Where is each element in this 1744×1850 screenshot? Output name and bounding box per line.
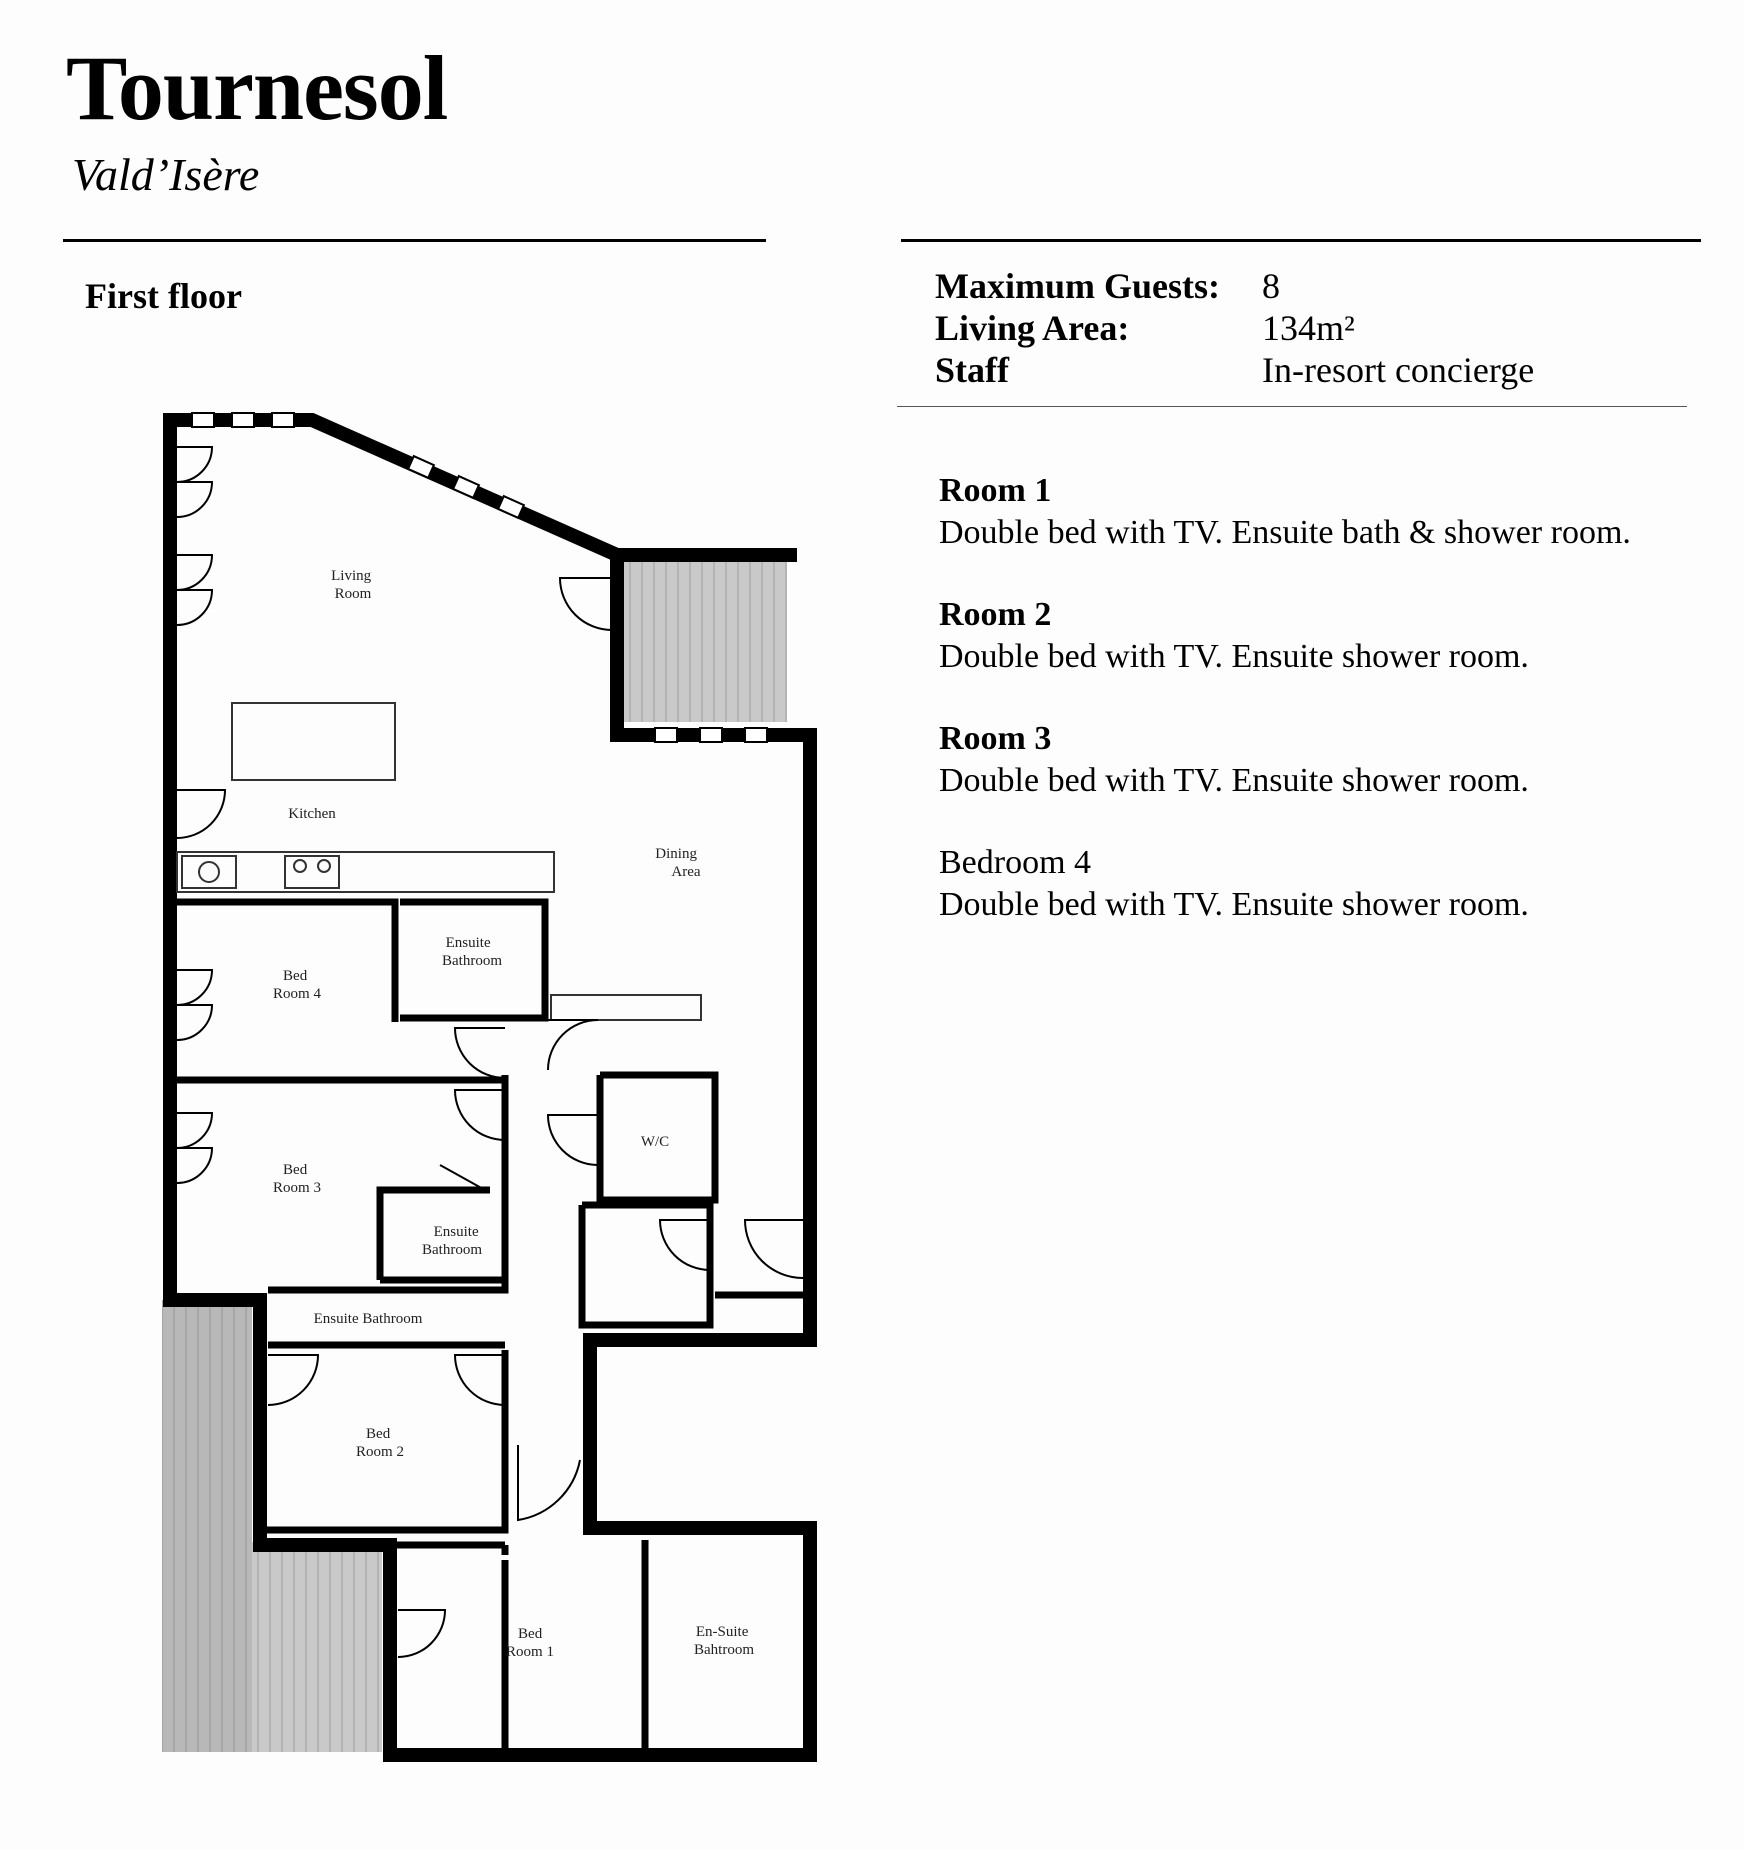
spec-value: 8: [1262, 266, 1280, 306]
property-location: Vald’Isère: [72, 149, 260, 200]
room-name: Room 2: [939, 596, 1052, 633]
room-name: Bedroom 4: [939, 844, 1092, 881]
label-bed-room-3: Bed Room 3: [273, 1162, 321, 1196]
kitchen-counter: [177, 852, 554, 892]
room-description: Double bed with TV. Ensuite shower room.: [939, 886, 1529, 923]
label-kitchen: Kitchen: [288, 806, 336, 822]
property-title: Tournesol: [66, 37, 448, 139]
label-ensuite-bathroom-4: Ensuite Bathroom: [442, 935, 502, 969]
terrace-left: [162, 1300, 252, 1542]
hob-burner-icon: [294, 860, 306, 872]
terrace-upper: [624, 559, 787, 722]
room-description: Double bed with TV. Ensuite shower room.: [939, 638, 1529, 675]
terrace-lower: [252, 1542, 382, 1752]
room-description: Double bed with TV. Ensuite bath & shower room.: [939, 514, 1631, 551]
room-description: Double bed with TV. Ensuite shower room.: [939, 762, 1529, 799]
label-wc: W/C: [640, 1134, 670, 1150]
kitchen-island: [232, 703, 395, 780]
spec-label: Staff: [935, 350, 1009, 390]
floor-label: First floor: [85, 276, 242, 316]
dining-sideboard: [551, 995, 701, 1020]
terrace-lower-left: [162, 1542, 252, 1752]
label-dining-area: Dining Area: [655, 846, 701, 880]
room-name: Room 3: [939, 720, 1052, 757]
hob-burner-icon: [318, 860, 330, 872]
label-ensuite-bathroom-2: Ensuite Bathroom: [313, 1311, 423, 1327]
room-name: Room 1: [939, 472, 1052, 509]
sink-icon: [182, 856, 236, 888]
label-bed-room-1: Bed Room 1: [506, 1626, 554, 1660]
hob-icon: [285, 856, 339, 888]
label-living-room: Living Room: [331, 568, 372, 602]
spec-value: 134m²: [1262, 308, 1355, 348]
sink-bowl-icon: [199, 862, 219, 882]
label-ensuite-bathroom-1: En-Suite Bahtroom: [694, 1624, 754, 1658]
spec-label: Maximum Guests:: [935, 266, 1220, 306]
label-bed-room-2: Bed Room 2: [356, 1426, 404, 1460]
spec-label: Living Area:: [935, 308, 1130, 348]
label-bed-room-4: Bed Room 4: [273, 968, 321, 1002]
label-ensuite-bathroom-3: Ensuite Bathroom: [422, 1224, 482, 1258]
spec-value: In-resort concierge: [1262, 350, 1535, 390]
